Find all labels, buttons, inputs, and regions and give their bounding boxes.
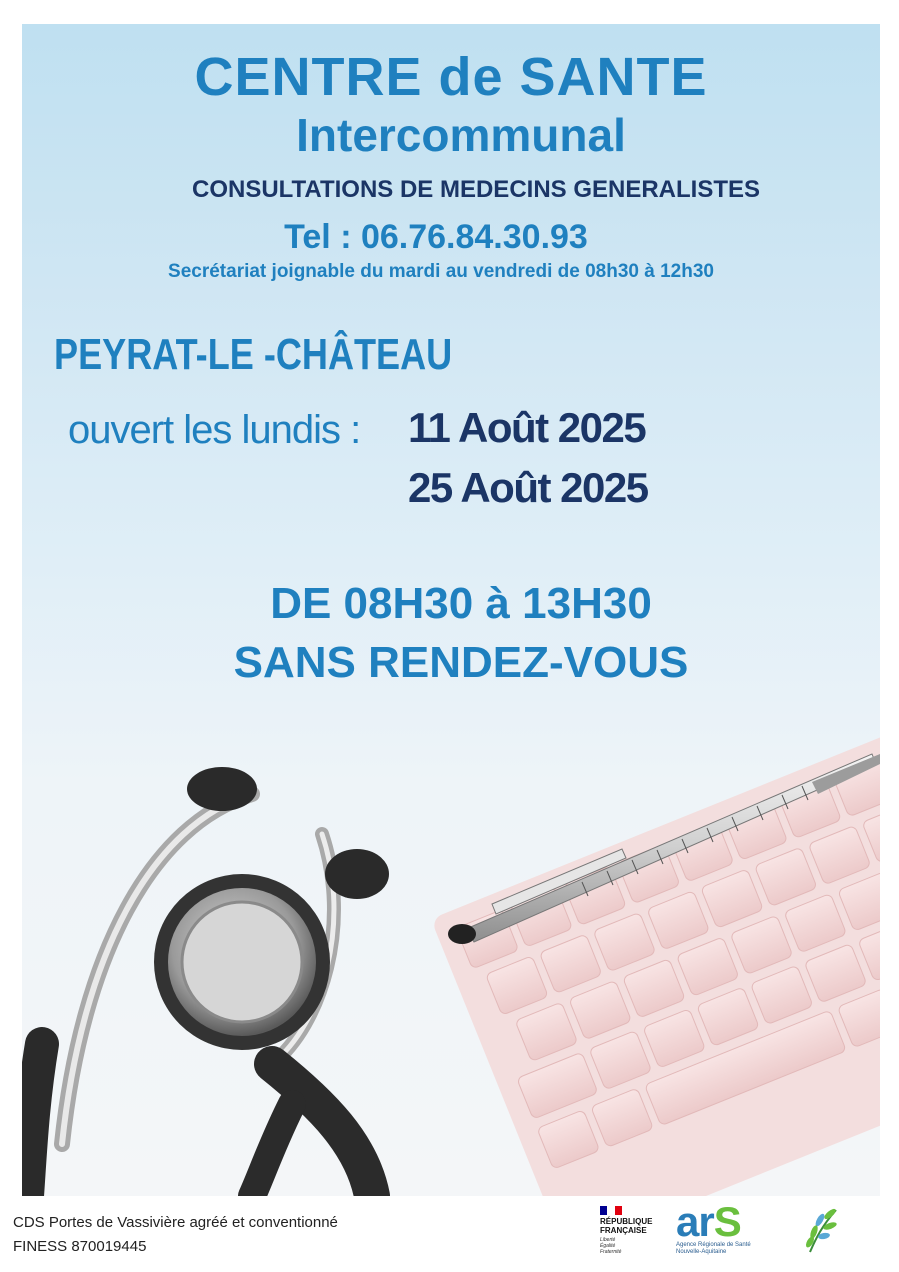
open-date-2: 25 Août 2025 [408, 464, 648, 511]
footer-accreditation: CDS Portes de Vassivière agréé et conventionné [13, 1214, 338, 1231]
footer-finess: FINESS 870019445 [13, 1238, 147, 1255]
olive-branch-icon [800, 1204, 844, 1254]
keyboard-image [431, 724, 880, 1196]
stethoscope-head [154, 767, 389, 1050]
title-line1: CENTRE de SANTE [194, 47, 708, 107]
republique-francaise-logo: RÉPUBLIQUE FRANÇAISE Liberté Égalité Fraternité [598, 1206, 668, 1256]
phone-number: Tel : 06.76.84.30.93 [284, 218, 588, 256]
opening-hours: DE 08H30 à 13H30 [270, 579, 652, 628]
secretariat-hours: Secrétariat joignable du mardi au vendredi de 08h30 à 12h30 [168, 261, 714, 282]
walk-in-notice: SANS RENDEZ-VOUS [233, 638, 689, 687]
poster [22, 24, 880, 1196]
town-name: PEYRAT-LE -CHÂTEAU [54, 330, 453, 379]
medical-photo [22, 724, 880, 1196]
title-line2: Intercommunal [296, 109, 626, 161]
open-date-1: 11 Août 2025 [408, 404, 646, 451]
ars-logo: arS Agence Régionale de Santé Nouvelle-Aquitaine [676, 1198, 751, 1255]
subtitle: CONSULTATIONS DE MEDECINS GENERALISTES [191, 176, 761, 203]
french-flag-icon [600, 1206, 622, 1215]
open-days-label: ouvert les lundis : [68, 408, 361, 452]
